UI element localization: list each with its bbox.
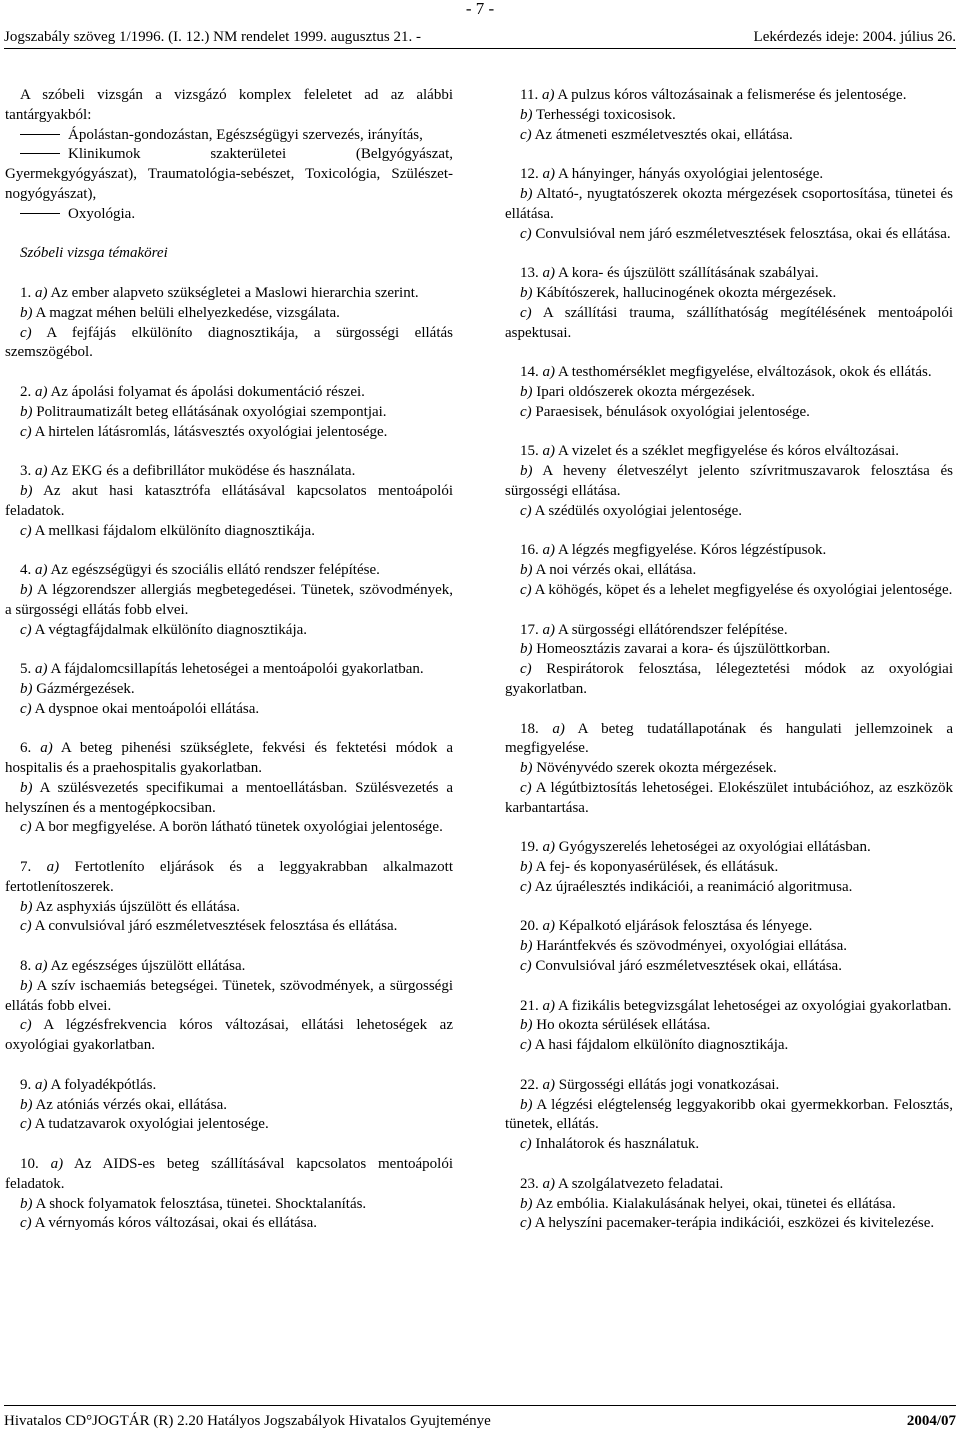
item-letter: a): [542, 839, 555, 856]
item-letter: a): [35, 661, 48, 678]
topic-number: 7.: [20, 859, 32, 876]
item-letter: a): [542, 542, 555, 559]
topic-text: Fertotleníto eljárások és a leggyakrabban alkalmazott fertotlenítoszerek.: [5, 859, 454, 895]
topic-text: Az átmeneti eszméletvesztés okai, ellátása.: [534, 126, 793, 143]
topic-text: A légzésfrekvencia kóros változásai, ellátási lehetoségek az oxyológiai gyakorlatban.: [5, 1017, 453, 1054]
topic-item-c: [5, 1016, 453, 1056]
topic-item-b: [505, 1096, 953, 1136]
topic-item-a: [505, 621, 953, 641]
item-letter: b): [520, 1017, 533, 1034]
topic-text: A fizikális betegvizsgálat lehetoségei az oxyológiai gyakorlatban.: [557, 997, 952, 1014]
dash-mark: [20, 213, 60, 214]
topic-block: [505, 165, 953, 244]
item-letter: b): [20, 977, 33, 994]
topic-text: A szülésvezetés specifikumai a mentoellátásban. Szülésvezetés a helyszínen és a mentogépkocsiban.: [5, 779, 453, 816]
topic-text: Az EKG és a defibrillátor muködése és használata.: [50, 463, 356, 480]
footer-left: Hivatalos CD°JOGTÁR (R) 2.20 Hatályos Jogszabályok Hivatalos Gyujteménye: [4, 1413, 491, 1429]
topic-item-c: [505, 225, 953, 245]
topic-text: Gázmérgezések.: [36, 680, 135, 697]
topic-block: [5, 1076, 453, 1135]
topic-number: 9.: [20, 1076, 32, 1093]
topic-item-a: [5, 561, 453, 581]
item-letter: c): [20, 1116, 32, 1133]
topic-item-b: [505, 284, 953, 304]
topic-item-b: [5, 680, 453, 700]
topic-number: 8.: [20, 958, 32, 975]
topic-number: 1.: [20, 284, 32, 301]
left-column: [5, 86, 453, 1234]
item-letter: c): [20, 324, 32, 341]
intro-item: Ápolástan-gondozástan, Egészségügyi szervezés, irányítás,: [5, 126, 453, 146]
item-letter: c): [20, 522, 32, 539]
topic-block: [505, 1076, 953, 1155]
item-letter: a): [542, 918, 555, 935]
topic-text: A noi vérzés okai, ellátása.: [535, 562, 697, 579]
topic-text: Ho okozta sérülések ellátása.: [536, 1017, 711, 1034]
topic-item-b: [505, 383, 953, 403]
topic-item-a: [505, 541, 953, 561]
topic-block: [505, 838, 953, 897]
topic-text: Harántfekvés és szövodményei, oxyológiai ellátása.: [536, 938, 847, 955]
topic-text: Az egészséges újszülött ellátása.: [50, 958, 246, 975]
item-letter: c): [20, 621, 32, 638]
intro-item: Klinikumok szakterületei (Belgyógyászat, Gyermekgyógyászat), Traumatológia-sebészet, Toxicológia, Szülészet-nogyógyászat),: [5, 146, 453, 202]
topic-item-b: [505, 858, 953, 878]
item-letter: c): [520, 878, 532, 895]
topic-text: Az ember alapveto szükségletei a Maslowi hierarchia szerint.: [50, 284, 419, 301]
topic-text: A tudatzavarok oxyológiai jelentosége.: [34, 1116, 269, 1133]
topic-item-c: [505, 779, 953, 819]
topic-item-a: [5, 858, 453, 898]
topic-text: Homeosztázis zavarai a kora- és újszülöttkorban.: [536, 641, 831, 658]
topic-item-a: [505, 1076, 953, 1096]
topic-text: A végtagfájdalmak elkülöníto diagnosztikája.: [34, 621, 308, 638]
topic-item-a: [5, 957, 453, 977]
topic-number: 10.: [20, 1156, 39, 1173]
topic-item-c: [505, 502, 953, 522]
topic-block: [505, 264, 953, 343]
topic-item-c: [5, 1115, 453, 1135]
topic-text: A fejfájás elkülöníto diagnosztikája, a sürgosségi ellátás szemszögébol.: [5, 324, 453, 361]
intro-item: Oxyológia.: [5, 205, 453, 225]
topic-item-c: [5, 818, 453, 838]
topic-text: Gyógyszerelés lehetoségei az oxyológiai ellátásban.: [558, 839, 871, 856]
topic-item-b: [505, 106, 953, 126]
topic-number: 2.: [20, 383, 32, 400]
topic-item-a: [505, 1175, 953, 1195]
topic-text: A hirtelen látásromlás, látásvesztés oxyológiai jelentosége.: [34, 423, 388, 440]
item-letter: b): [20, 779, 33, 796]
item-letter: a): [542, 166, 555, 183]
topic-number: 19.: [520, 839, 539, 856]
topic-text: Az egészségügyi és szociális ellátó rendszer felépítése.: [50, 562, 380, 579]
topic-number: 18.: [520, 720, 539, 737]
topic-number: 11.: [520, 87, 539, 103]
topic-item-b: [5, 977, 453, 1017]
topic-item-c: [505, 403, 953, 423]
topic-text: Képalkotó eljárások felosztása és lényege.: [558, 918, 813, 935]
topic-item-a: [505, 363, 953, 383]
topic-item-c: [505, 126, 953, 146]
item-letter: b): [520, 760, 533, 777]
topic-text: Politraumatizált beteg ellátásának oxyológiai szempontjai.: [36, 403, 387, 420]
topic-item-b: [5, 898, 453, 918]
topic-text: A vérnyomás kóros változásai, okai és ellátása.: [34, 1215, 318, 1232]
topic-block: [505, 442, 953, 521]
topic-text: A légzés megfigyelése. Kóros légzéstípusok.: [557, 542, 827, 559]
topic-number: 12.: [520, 166, 539, 183]
topic-item-c: [5, 621, 453, 641]
item-letter: a): [35, 284, 48, 301]
topic-number: 14.: [520, 364, 539, 381]
page-header: [4, 28, 956, 49]
item-letter: c): [520, 661, 532, 678]
item-letter: b): [20, 482, 33, 499]
topic-text: A testhomérséklet megfigyelése, elváltozások, okok és ellátás.: [557, 364, 932, 381]
topic-number: 22.: [520, 1076, 539, 1093]
topic-text: A szédülés oxyológiai jelentosége.: [534, 502, 743, 519]
item-letter: c): [520, 403, 532, 420]
footer-right: 2004/07: [906, 1413, 956, 1429]
topic-text: A bor megfigyelése. A borön látható tünetek oxyológiai jelentosége.: [34, 819, 443, 836]
item-letter: b): [520, 106, 533, 123]
topic-item-c: [5, 324, 453, 364]
topic-item-a: [5, 284, 453, 304]
topic-text: Terhességi toxicosisok.: [535, 106, 676, 123]
topic-item-a: [505, 720, 953, 760]
topic-block: [5, 739, 453, 838]
item-letter: a): [542, 997, 555, 1014]
topic-block: [505, 997, 953, 1056]
topic-item-a: [5, 1155, 453, 1195]
topic-item-b: [505, 462, 953, 502]
topic-text: A szolgálatvezeto feladatai.: [557, 1175, 724, 1192]
topic-text: A dyspnoe okai mentoápolói ellátása.: [34, 700, 260, 717]
item-letter: c): [20, 918, 32, 935]
topic-text: Convulsióval nem járó eszméletvesztések felosztása, okai és ellátása.: [535, 225, 951, 242]
topic-item-a: [5, 1076, 453, 1096]
page-footer: [4, 1405, 956, 1430]
topic-number: 3.: [20, 463, 32, 480]
topic-text: Kábítószerek, hallucinogének okozta mérgezések.: [536, 284, 837, 301]
topic-item-a: [5, 660, 453, 680]
topic-block: [5, 462, 453, 541]
topic-text: A beteg pihenési szükséglete, fekvési és fektetési módok a hospitalis és a praehospitalis gyakorlatban.: [5, 740, 454, 777]
topic-item-c: [5, 917, 453, 937]
topic-text: Az embólia. Kialakulásának helyei, okai, tünetei és ellátása.: [535, 1195, 896, 1212]
item-letter: a): [35, 958, 48, 975]
item-letter: c): [20, 1215, 32, 1232]
topic-item-a: [5, 383, 453, 403]
topic-text: A légzorendszer allergiás megbetegedései. Tünetek, szövodmények, a sürgosségi ellátás fobb elvei.: [5, 581, 453, 618]
item-letter: a): [541, 87, 555, 103]
topic-block: [505, 621, 953, 700]
item-letter: b): [520, 938, 533, 955]
item-letter: c): [20, 819, 32, 836]
topic-text: Ipari oldószerek okozta mérgezések.: [536, 383, 756, 400]
topic-text: A heveny életveszélyt jelento szívritmuszavarok felosztása és sürgosségi ellátása.: [505, 463, 953, 499]
item-letter: c): [520, 779, 532, 796]
topic-item-a: [5, 462, 453, 482]
item-letter: b): [20, 680, 33, 697]
topic-text: A hasi fájdalom elkülöníto diagnosztikája.: [534, 1037, 789, 1054]
topic-text: A folyadékpótlás.: [50, 1076, 157, 1093]
topic-item-b: [5, 779, 453, 819]
item-letter: a): [46, 859, 60, 876]
topic-item-c: [505, 1036, 953, 1056]
item-letter: b): [20, 1096, 33, 1113]
header-left: Jogszabály szöveg 1/1996. (I. 12.) NM rendelet 1999. augusztus 21. -: [4, 29, 421, 45]
item-letter: a): [542, 265, 555, 282]
intro-text: A szóbeli vizsgán a vizsgázó komplex feleletet ad az alábbi tantárgyakból:: [5, 87, 453, 123]
topic-item-c: [505, 1214, 953, 1234]
item-letter: c): [520, 502, 532, 519]
item-letter: a): [35, 1076, 48, 1093]
item-letter: b): [520, 1096, 533, 1113]
topic-item-c: [505, 581, 953, 601]
topic-text: Altató-, nyugtatószerek okozta mérgezések csoportosítása, tünetei és ellátása.: [505, 185, 953, 222]
item-letter: a): [35, 463, 48, 480]
item-letter: c): [20, 423, 32, 440]
item-letter: a): [40, 740, 53, 757]
topic-item-a: [505, 165, 953, 185]
topic-item-a: [5, 739, 453, 779]
topic-number: 15.: [520, 443, 539, 460]
item-letter: b): [20, 581, 33, 598]
topic-block: [5, 561, 453, 640]
topic-item-c: [5, 522, 453, 542]
item-letter: b): [520, 383, 533, 400]
right-column: [505, 86, 953, 1234]
right-topic-list: [505, 86, 953, 1234]
header-right: Lekérdezés ideje: 2004. július 26.: [753, 29, 956, 45]
item-letter: a): [542, 621, 555, 638]
item-letter: b): [520, 463, 533, 480]
topic-text: A sürgosségi ellátórendszer felépítése.: [557, 621, 788, 638]
topic-block: [5, 284, 453, 363]
topic-item-a: [505, 442, 953, 462]
topic-text: Sürgosségi ellátás jogi vonatkozásai.: [558, 1076, 780, 1093]
topic-item-c: [505, 878, 953, 898]
topic-item-a: [505, 838, 953, 858]
topic-text: A fej- és koponyasérülések, és ellátásuk.: [535, 859, 779, 876]
topic-item-b: [505, 1195, 953, 1215]
topic-item-b: [505, 937, 953, 957]
topic-text: Növényvédo szerek okozta mérgezések.: [536, 760, 777, 777]
item-letter: c): [520, 1136, 532, 1153]
topic-text: A mellkasi fájdalom elkülöníto diagnosztikája.: [34, 522, 315, 539]
item-letter: a): [542, 443, 555, 460]
item-letter: b): [20, 1195, 33, 1212]
topic-text: A fájdalomcsillapítás lehetoségei a mentoápolói gyakorlatban.: [50, 661, 424, 678]
topic-text: Az asphyxiás újszülött és ellátása.: [35, 898, 240, 915]
topic-item-b: [505, 759, 953, 779]
item-letter: b): [20, 304, 33, 321]
topic-block: [5, 957, 453, 1056]
item-letter: b): [520, 641, 533, 658]
topic-text: Respirátorok felosztása, lélegeztetési módok az oxyológiai gyakorlatban.: [505, 661, 953, 697]
topic-text: Paraesisek, bénulások oxyológiai jelentosége.: [535, 403, 810, 420]
item-letter: c): [520, 958, 532, 975]
topic-item-c: [5, 700, 453, 720]
topic-text: A légútbiztosítás lehetoségei. Elokészület intubációhoz, az eszközök karbantartása.: [505, 779, 953, 816]
topic-text: A szív ischaemiás betegségei. Tünetek, szövodmények, a sürgosségi ellátás fobb elvei.: [5, 977, 453, 1014]
item-letter: a): [542, 364, 555, 381]
item-letter: a): [50, 1156, 64, 1173]
topic-text: A szállítási trauma, szállíthatóság megítélésének mentoápolói aspektusai.: [505, 304, 953, 341]
item-letter: c): [20, 700, 32, 717]
item-letter: a): [35, 562, 48, 579]
topic-text: Convulsióval járó eszméletvesztések okai, ellátása.: [535, 958, 842, 975]
item-letter: b): [520, 185, 533, 202]
topic-block: [505, 917, 953, 976]
topic-text: A kora- és újszülött szállításának szabályai.: [557, 265, 819, 282]
topic-number: 23.: [520, 1175, 539, 1192]
topic-item-c: [505, 304, 953, 344]
topic-block: [505, 1175, 953, 1234]
topic-item-b: [505, 640, 953, 660]
item-letter: b): [20, 898, 33, 915]
item-letter: a): [542, 1175, 555, 1192]
topic-item-b: [5, 581, 453, 621]
topic-text: A vizelet és a széklet megfigyelése és kóros elváltozásai.: [557, 443, 900, 460]
topic-block: [505, 541, 953, 600]
topic-item-b: [505, 185, 953, 225]
topic-number: 17.: [520, 621, 539, 638]
topic-item-c: [5, 423, 453, 443]
topic-text: A convulsióval járó eszméletvesztések felosztása és ellátása.: [34, 918, 398, 935]
topic-text: Az akut hasi katasztrófa ellátásával kapcsolatos mentoápolói feladatok.: [5, 482, 453, 519]
left-topic-list: [5, 284, 453, 1234]
topic-item-b: [5, 304, 453, 324]
topic-number: 16.: [520, 542, 539, 559]
item-letter: c): [520, 1215, 532, 1232]
topic-item-b: [5, 403, 453, 423]
topic-number: 20.: [520, 918, 539, 935]
topic-text: Az újraélesztés indikációi, a reanimáció algoritmusa.: [534, 878, 853, 895]
item-letter: c): [520, 581, 532, 598]
item-letter: c): [520, 1037, 532, 1054]
topic-number: 4.: [20, 562, 32, 579]
dash-mark: [20, 153, 60, 154]
topic-block: [5, 660, 453, 719]
item-letter: b): [520, 562, 533, 579]
topic-number: 13.: [520, 265, 539, 282]
item-letter: b): [520, 284, 533, 301]
topic-item-a: [505, 917, 953, 937]
item-letter: c): [520, 225, 532, 242]
topic-text: A beteg tudatállapotának és hangulati jellemzoinek a megfigyelése.: [505, 720, 953, 757]
item-letter: b): [520, 1195, 533, 1212]
topic-item-c: [5, 1214, 453, 1234]
topic-number: 21.: [520, 997, 539, 1014]
section-subtitle: Szóbeli vizsga témakörei: [20, 245, 168, 262]
topic-item-b: [5, 1096, 453, 1116]
topic-item-c: [505, 957, 953, 977]
topic-block: [5, 858, 453, 937]
topic-text: A köhögés, köpet és a lehelet megfigyelése és oxyológiai jelentosége.: [534, 581, 953, 598]
item-letter: a): [35, 383, 48, 400]
topic-text: A helyszíni pacemaker-terápia indikációi, eszközei és kivitelezése.: [534, 1215, 935, 1232]
topic-item-b: [505, 561, 953, 581]
topic-item-b: [505, 1016, 953, 1036]
topic-text: Az AIDS-es beteg szállításával kapcsolatos mentoápolói feladatok.: [5, 1156, 453, 1192]
topic-block: [5, 383, 453, 442]
topic-text: A pulzus kóros változásainak a felismerése és jelentosége.: [557, 87, 907, 103]
topic-text: A légzési elégtelenség leggyakoribb okai gyermekkorban. Felosztás, tünetek, ellátás.: [505, 1096, 953, 1133]
item-letter: c): [520, 304, 532, 321]
topic-block: [505, 86, 953, 145]
topic-text: A magzat méhen belüli elhelyezkedése, vizsgálata.: [35, 304, 340, 321]
topic-text: Inhalátorok és használatuk.: [535, 1136, 700, 1153]
page-number: - 7 -: [465, 0, 495, 18]
item-letter: b): [520, 859, 533, 876]
topic-item-a: [505, 86, 953, 106]
topic-block: [505, 363, 953, 422]
item-letter: c): [520, 126, 532, 143]
topic-item-b: [5, 482, 453, 522]
topic-item-a: [505, 997, 953, 1017]
topic-text: A shock folyamatok felosztása, tünetei. Shocktalanítás.: [35, 1195, 367, 1212]
item-letter: a): [542, 1076, 555, 1093]
topic-item-b: [5, 1195, 453, 1215]
topic-block: [5, 1155, 453, 1234]
topic-block: [505, 720, 953, 819]
dash-mark: [20, 134, 60, 135]
item-letter: a): [552, 720, 565, 737]
topic-item-c: [505, 660, 953, 700]
item-letter: c): [20, 1017, 32, 1034]
topic-text: Az ápolási folyamat és ápolási dokumentáció részei.: [50, 383, 365, 400]
topic-number: 6.: [20, 740, 32, 757]
topic-item-a: [505, 264, 953, 284]
topic-number: 5.: [20, 661, 32, 678]
topic-item-c: [505, 1135, 953, 1155]
topic-text: Az atóniás vérzés okai, ellátása.: [35, 1096, 228, 1113]
topic-text: A hányinger, hányás oxyológiai jelentosége.: [557, 166, 824, 183]
item-letter: b): [20, 403, 33, 420]
